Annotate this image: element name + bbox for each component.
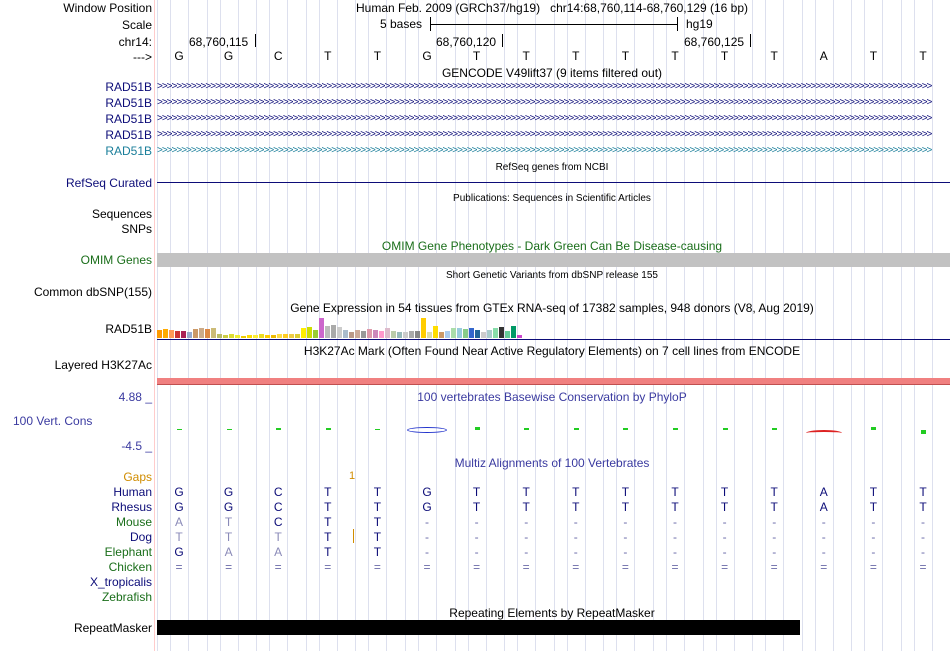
gtex-tissue-bar[interactable] [265, 335, 270, 338]
gtex-track-title[interactable]: Gene Expression in 54 tissues from GTEx RNA-seq of 17382 samples, 948 donors (V8, Aug 2019) [290, 301, 814, 315]
base-letter: T [919, 49, 927, 63]
alignment-base: T [869, 485, 878, 499]
gtex-tissue-bar[interactable] [223, 335, 228, 338]
alignment-base: T [621, 500, 630, 514]
species-label[interactable]: Mouse [115, 515, 152, 529]
gencode-gene-arrows[interactable]: >>>>>>>>>>>>>>>>>>>>>>>>>>>>>>>>>>>>>>>>>>>>>>>>>>>>>>>>>>>>>>>>>>>>>>>>>>>>>>>>>>>>>>>>>>>>>>>>>>>>>>>>>>>>>>>>>>>>>>>>>>>>>>>>>>>>>>>>>>>>>>>>>>>>>>>>>>>>>>>> [157, 81, 932, 92]
gtex-tissue-bar[interactable] [211, 328, 216, 338]
alignment-base: - [821, 530, 826, 544]
alignment-base: - [722, 530, 727, 544]
alignment-base: T [919, 500, 927, 514]
base-letter: T [472, 49, 481, 63]
alignment-base: = [572, 560, 580, 574]
alignment-base: A [274, 545, 283, 559]
omim-track-title[interactable]: OMIM Gene Phenotypes - Dark Green Can Be Disease-causing [381, 239, 723, 253]
alignment-base: G [223, 485, 234, 499]
alignment-base: T [324, 515, 332, 529]
gtex-gene-label[interactable]: RAD51B [105, 322, 152, 336]
base-letter: T [720, 49, 729, 63]
gtex-tissue-bar[interactable] [229, 334, 234, 338]
base-letter: G [223, 49, 234, 63]
alignment-base: A [174, 515, 184, 529]
label-separator [154, 0, 155, 651]
gtex-tissue-bar[interactable] [235, 335, 240, 338]
assembly-position-text: Human Feb. 2009 (GRCh37/hg19) chr14:68,760,114-68,760,129 (16 bp) [355, 1, 749, 15]
scale-text: 5 bases [380, 17, 423, 31]
phylop-score-mark[interactable] [623, 428, 628, 430]
gtex-tissue-bar[interactable] [463, 329, 468, 338]
gtex-tissue-bar[interactable] [163, 329, 168, 338]
multiz-track-title[interactable]: Multiz Alignments of 100 Vertebrates [454, 456, 650, 470]
gtex-tissue-bar[interactable] [277, 334, 282, 338]
alignment-base: - [821, 545, 826, 559]
alignment-base: - [673, 515, 677, 529]
scale-label: Scale [121, 18, 152, 32]
phylop-score-mark[interactable] [772, 428, 777, 430]
gencode-gene-arrows[interactable]: >>>>>>>>>>>>>>>>>>>>>>>>>>>>>>>>>>>>>>>>>>>>>>>>>>>>>>>>>>>>>>>>>>>>>>>>>>>>>>>>>>>>>>>>>>>>>>>>>>>>>>>>>>>>>>>>>>>>>>>>>>>>>>>>>>>>>>>>>>>>>>>>>>>>>>>>>>>>>>>> [157, 97, 932, 108]
alignment-base: T [472, 485, 481, 499]
alignment-base: = [770, 560, 778, 574]
alignment-base: = [175, 560, 183, 574]
gtex-baseline [157, 339, 950, 340]
gtex-tissue-bar[interactable] [505, 331, 510, 338]
gtex-tissue-bar[interactable] [349, 332, 354, 338]
gencode-gene-label[interactable]: RAD51B [105, 144, 152, 158]
gtex-tissue-bar[interactable] [403, 332, 408, 338]
gtex-tissue-bar[interactable] [487, 330, 492, 338]
alignment-base: G [422, 485, 432, 499]
gtex-tissue-bar[interactable] [361, 331, 366, 338]
gtex-tissue-bar[interactable] [247, 335, 252, 338]
alignment-base: - [722, 515, 727, 529]
alignment-base: - [474, 530, 479, 544]
alignment-base: - [772, 515, 777, 529]
phylop-score-mark[interactable] [177, 429, 182, 430]
publications-track-title[interactable]: Publications: Sequences in Scientific Articles [453, 193, 651, 204]
alignment-base: = [423, 560, 431, 574]
alignment-base: = [721, 560, 729, 574]
phylop-track-title[interactable]: 100 vertebrates Basewise Conservation by PhyloP [417, 390, 687, 404]
alignment-base: T [572, 500, 580, 514]
sequences-label[interactable]: Sequences [91, 207, 152, 221]
gtex-tissue-bar[interactable] [409, 331, 414, 338]
alignment-base: - [722, 545, 727, 559]
gtex-tissue-bar[interactable] [199, 328, 204, 338]
gtex-tissue-bar[interactable] [205, 329, 210, 338]
gtex-tissue-bar[interactable] [295, 334, 300, 338]
alignment-base: - [772, 545, 777, 559]
base-letter: C [273, 49, 283, 63]
gtex-tissue-bar[interactable] [451, 328, 456, 338]
gtex-tissue-bar[interactable] [187, 332, 192, 338]
gtex-tissue-bar[interactable] [301, 328, 306, 338]
gtex-tissue-bar[interactable] [379, 331, 384, 338]
alignment-base: T [224, 530, 233, 544]
gtex-tissue-bar[interactable] [307, 327, 312, 338]
coord-label: 68,760,120 [436, 35, 497, 49]
gencode-gene-label[interactable]: RAD51B [105, 112, 152, 126]
repeatmasker-label[interactable]: RepeatMasker [73, 621, 152, 635]
gencode-gene-label[interactable]: RAD51B [105, 80, 152, 94]
alignment-base: = [621, 560, 629, 574]
base-letter: T [621, 49, 630, 63]
gencode-gene-arrows[interactable]: >>>>>>>>>>>>>>>>>>>>>>>>>>>>>>>>>>>>>>>>>>>>>>>>>>>>>>>>>>>>>>>>>>>>>>>>>>>>>>>>>>>>>>>>>>>>>>>>>>>>>>>>>>>>>>>>>>>>>>>>>>>>>>>>>>>>>>>>>>>>>>>>>>>>>>>>>>>>>>>> [157, 113, 932, 124]
scale-bar [430, 17, 678, 31]
alignment-base: G [174, 545, 184, 559]
base-letter: T [522, 49, 530, 63]
gtex-tissue-bar[interactable] [469, 328, 474, 338]
alignment-base: G [174, 500, 184, 514]
gtex-tissue-bar[interactable] [343, 330, 348, 338]
refseq-curated-label[interactable]: RefSeq Curated [65, 176, 152, 190]
alignment-base: T [621, 485, 630, 499]
base-letter: G [174, 49, 184, 63]
alignment-base: - [474, 545, 479, 559]
gtex-tissue-bar[interactable] [241, 336, 246, 338]
gtex-tissue-bar[interactable] [481, 332, 486, 338]
alignment-base: - [425, 545, 429, 559]
alignment-base: T [472, 500, 481, 514]
base-letter: T [324, 49, 332, 63]
species-label[interactable]: Chicken [108, 560, 152, 574]
species-label[interactable]: Human [113, 485, 152, 499]
alignment-base: C [273, 485, 283, 499]
phylop-chart[interactable] [157, 420, 950, 440]
gtex-tissue-bar[interactable] [157, 330, 162, 338]
phylop-score-mark[interactable] [276, 428, 281, 430]
gtex-tissue-bar[interactable] [181, 331, 186, 338]
alignment-base: A [224, 545, 233, 559]
common-dbsnp-label[interactable]: Common dbSNP(155) [33, 285, 152, 299]
alignment-base: T [373, 485, 382, 499]
phylop-score-mark[interactable] [524, 428, 529, 430]
alignment-base: T [522, 485, 530, 499]
alignment-base: = [473, 560, 481, 574]
base-letter: T [671, 49, 679, 63]
alignment-base: T [522, 500, 530, 514]
alignment-base: = [671, 560, 679, 574]
phylop-max-label: 4.88 _ [118, 390, 152, 404]
gtex-tissue-bar[interactable] [367, 329, 372, 338]
dbsnp-track-title[interactable]: Short Genetic Variants from dbSNP release 155 [446, 270, 658, 281]
coord-tick [502, 34, 503, 47]
gtex-tissue-bar[interactable] [397, 332, 402, 338]
gencode-gene-label[interactable]: RAD51B [105, 128, 152, 142]
alignment-base: G [174, 485, 184, 499]
coord-label: 68,760,125 [684, 35, 745, 49]
alignment-base: - [524, 530, 529, 544]
alignment-base: T [919, 485, 927, 499]
alignment-base: C [273, 515, 283, 529]
gtex-tissue-bar[interactable] [493, 328, 498, 338]
alignment-base: - [623, 545, 628, 559]
phylop-min-label: -4.5 _ [121, 439, 152, 453]
alignment-base: C [273, 500, 283, 514]
strand-label: ---> [133, 50, 152, 64]
alignment-base: T [671, 500, 679, 514]
alignment-base: - [474, 515, 479, 529]
alignment-base: = [373, 560, 381, 574]
gtex-expression-chart[interactable] [157, 316, 950, 338]
species-label[interactable]: X_tropicalis [89, 575, 152, 589]
alignment-base: - [673, 530, 677, 544]
alignment-base: T [770, 500, 778, 514]
alignment-base: T [572, 485, 580, 499]
alignment-base: = [324, 560, 332, 574]
phylop-score-mark[interactable] [227, 429, 232, 430]
repeatmasker-track-title[interactable]: Repeating Elements by RepeatMasker [449, 606, 655, 620]
alignment-base: T [373, 500, 382, 514]
phylop-track-label[interactable]: 100 Vert. Cons [13, 414, 93, 428]
gtex-tissue-bar[interactable] [271, 335, 276, 338]
alignment-base: = [869, 560, 877, 574]
snps-label[interactable]: SNPs [121, 222, 152, 236]
alignment-base: A [819, 500, 828, 514]
gtex-tissue-bar[interactable] [319, 318, 324, 338]
phylop-score-mark[interactable] [871, 427, 876, 430]
alignment-base: = [919, 560, 927, 574]
refseq-gene-line[interactable] [157, 182, 950, 183]
h3k27ac-track-title[interactable]: H3K27Ac Mark (Often Found Near Active Regulatory Elements) on 7 cell lines from ENCODE [303, 344, 801, 358]
alignment-base: - [524, 545, 529, 559]
alignment-base: T [274, 530, 282, 544]
alignment-base: - [871, 545, 876, 559]
gencode-gene-arrows[interactable]: >>>>>>>>>>>>>>>>>>>>>>>>>>>>>>>>>>>>>>>>>>>>>>>>>>>>>>>>>>>>>>>>>>>>>>>>>>>>>>>>>>>>>>>>>>>>>>>>>>>>>>>>>>>>>>>>>>>>>>>>>>>>>>>>>>>>>>>>>>>>>>>>>>>>>>>>>>>>>>>> [157, 145, 932, 156]
alignment-base: = [225, 560, 233, 574]
gtex-tissue-bar[interactable] [355, 330, 360, 338]
alignment-base: - [921, 515, 925, 529]
gtex-tissue-bar[interactable] [433, 326, 438, 338]
gaps-label[interactable]: Gaps [123, 470, 152, 484]
alignment-base: T [671, 485, 679, 499]
alignment-base: T [175, 530, 183, 544]
base-letter: T [869, 49, 878, 63]
base-letter: G [422, 49, 432, 63]
phylop-score-mark[interactable] [921, 430, 926, 434]
gtex-tissue-bar[interactable] [325, 326, 330, 338]
gtex-tissue-bar[interactable] [475, 330, 480, 338]
gtex-tissue-bar[interactable] [283, 334, 288, 338]
gtex-tissue-bar[interactable] [217, 334, 222, 338]
alignment-base: A [819, 485, 828, 499]
refseq-track-title[interactable]: RefSeq genes from NCBI [495, 162, 609, 173]
gtex-tissue-bar[interactable] [445, 331, 450, 338]
gtex-tissue-bar[interactable] [259, 334, 264, 338]
alignment-base: - [623, 530, 628, 544]
gencode-track-title[interactable]: GENCODE V49lift37 (9 items filtered out) [441, 66, 663, 80]
phylop-score-mark[interactable] [375, 429, 380, 430]
gtex-tissue-bar[interactable] [391, 331, 396, 338]
alignment-base: - [573, 545, 578, 559]
gtex-tissue-bar[interactable] [313, 330, 318, 338]
gtex-tissue-bar[interactable] [193, 329, 198, 338]
layered-h3k27ac-label[interactable]: Layered H3K27Ac [54, 358, 152, 372]
scale-db: hg19 [686, 17, 713, 31]
gtex-tissue-bar[interactable] [337, 327, 342, 338]
base-letter: T [373, 49, 382, 63]
species-label[interactable]: Dog [129, 530, 152, 544]
alignment-base: - [623, 515, 628, 529]
alignment-base: = [274, 560, 282, 574]
alignment-base: T [373, 515, 382, 529]
alignment-base: T [373, 545, 382, 559]
gtex-tissue-bar[interactable] [289, 334, 294, 338]
alignment-base: T [324, 500, 332, 514]
phylop-score-mark[interactable] [673, 428, 678, 430]
alignment-base: G [422, 500, 432, 514]
gtex-tissue-bar[interactable] [373, 330, 378, 338]
species-label[interactable]: Zebrafish [101, 590, 152, 604]
gtex-tissue-bar[interactable] [427, 332, 432, 338]
omim-gene-bar[interactable] [157, 253, 950, 267]
gtex-tissue-bar[interactable] [385, 328, 390, 338]
alignment-base: T [770, 485, 778, 499]
alignment-base: - [573, 515, 578, 529]
gtex-tissue-bar[interactable] [331, 325, 336, 338]
alignment-base: T [324, 545, 332, 559]
gtex-tissue-bar[interactable] [517, 335, 522, 338]
window-position-label: Window Position [63, 1, 152, 15]
phylop-score-mark[interactable] [723, 428, 728, 430]
h3k27ac-signal-edge [157, 384, 950, 385]
gtex-tissue-bar[interactable] [175, 331, 180, 338]
alignment-base: - [871, 515, 876, 529]
base-letter: A [819, 49, 828, 63]
phylop-score-mark[interactable] [326, 428, 331, 430]
alignment-base: - [524, 515, 529, 529]
gtex-tissue-bar[interactable] [169, 330, 174, 338]
gtex-tissue-bar[interactable] [253, 335, 258, 338]
phylop-score-mark[interactable] [475, 427, 480, 430]
alignment-base: - [573, 530, 578, 544]
alignment-base: - [871, 530, 876, 544]
dog-gap-marker [353, 529, 354, 543]
chrom-label: chr14: [118, 35, 152, 49]
alignment-base: - [673, 545, 677, 559]
alignment-base: T [720, 485, 729, 499]
gtex-tissue-bar[interactable] [439, 332, 444, 338]
phylop-score-mark[interactable] [806, 430, 842, 436]
phylop-score-mark[interactable] [407, 427, 447, 433]
alignment-base: T [869, 500, 878, 514]
phylop-score-mark[interactable] [574, 428, 579, 430]
species-label[interactable]: Elephant [104, 545, 152, 559]
gtex-tissue-bar[interactable] [421, 318, 426, 338]
species-label[interactable]: Rhesus [111, 500, 152, 514]
alignment-base: T [324, 485, 332, 499]
alignment-base: = [820, 560, 828, 574]
alignment-base: - [425, 530, 429, 544]
alignment-base: - [425, 515, 429, 529]
gtex-tissue-bar[interactable] [511, 326, 516, 338]
coord-tick [255, 34, 256, 47]
alignment-base: - [921, 530, 925, 544]
gap-count-marker[interactable]: 1 [349, 470, 356, 482]
coord-tick [750, 34, 751, 47]
alignment-base: T [324, 530, 332, 544]
repeatmasker-element-bar[interactable] [157, 620, 800, 635]
gencode-gene-label[interactable]: RAD51B [105, 96, 152, 110]
alignment-base: - [821, 515, 826, 529]
gtex-tissue-bar[interactable] [457, 328, 462, 338]
gtex-tissue-bar[interactable] [499, 327, 504, 338]
alignment-base: - [921, 545, 925, 559]
gtex-tissue-bar[interactable] [415, 331, 420, 338]
base-letter: T [572, 49, 580, 63]
alignment-base: - [772, 530, 777, 544]
omim-genes-label[interactable]: OMIM Genes [80, 253, 152, 267]
alignment-base: = [522, 560, 530, 574]
alignment-base: T [373, 530, 382, 544]
coord-label: 68,760,115 [189, 35, 249, 49]
base-letter: T [770, 49, 778, 63]
alignment-base: T [720, 500, 729, 514]
alignment-base: G [223, 500, 234, 514]
alignment-base: T [224, 515, 233, 529]
gencode-gene-arrows[interactable]: >>>>>>>>>>>>>>>>>>>>>>>>>>>>>>>>>>>>>>>>>>>>>>>>>>>>>>>>>>>>>>>>>>>>>>>>>>>>>>>>>>>>>>>>>>>>>>>>>>>>>>>>>>>>>>>>>>>>>>>>>>>>>>>>>>>>>>>>>>>>>>>>>>>>>>>>>>>>>>>> [157, 129, 932, 140]
